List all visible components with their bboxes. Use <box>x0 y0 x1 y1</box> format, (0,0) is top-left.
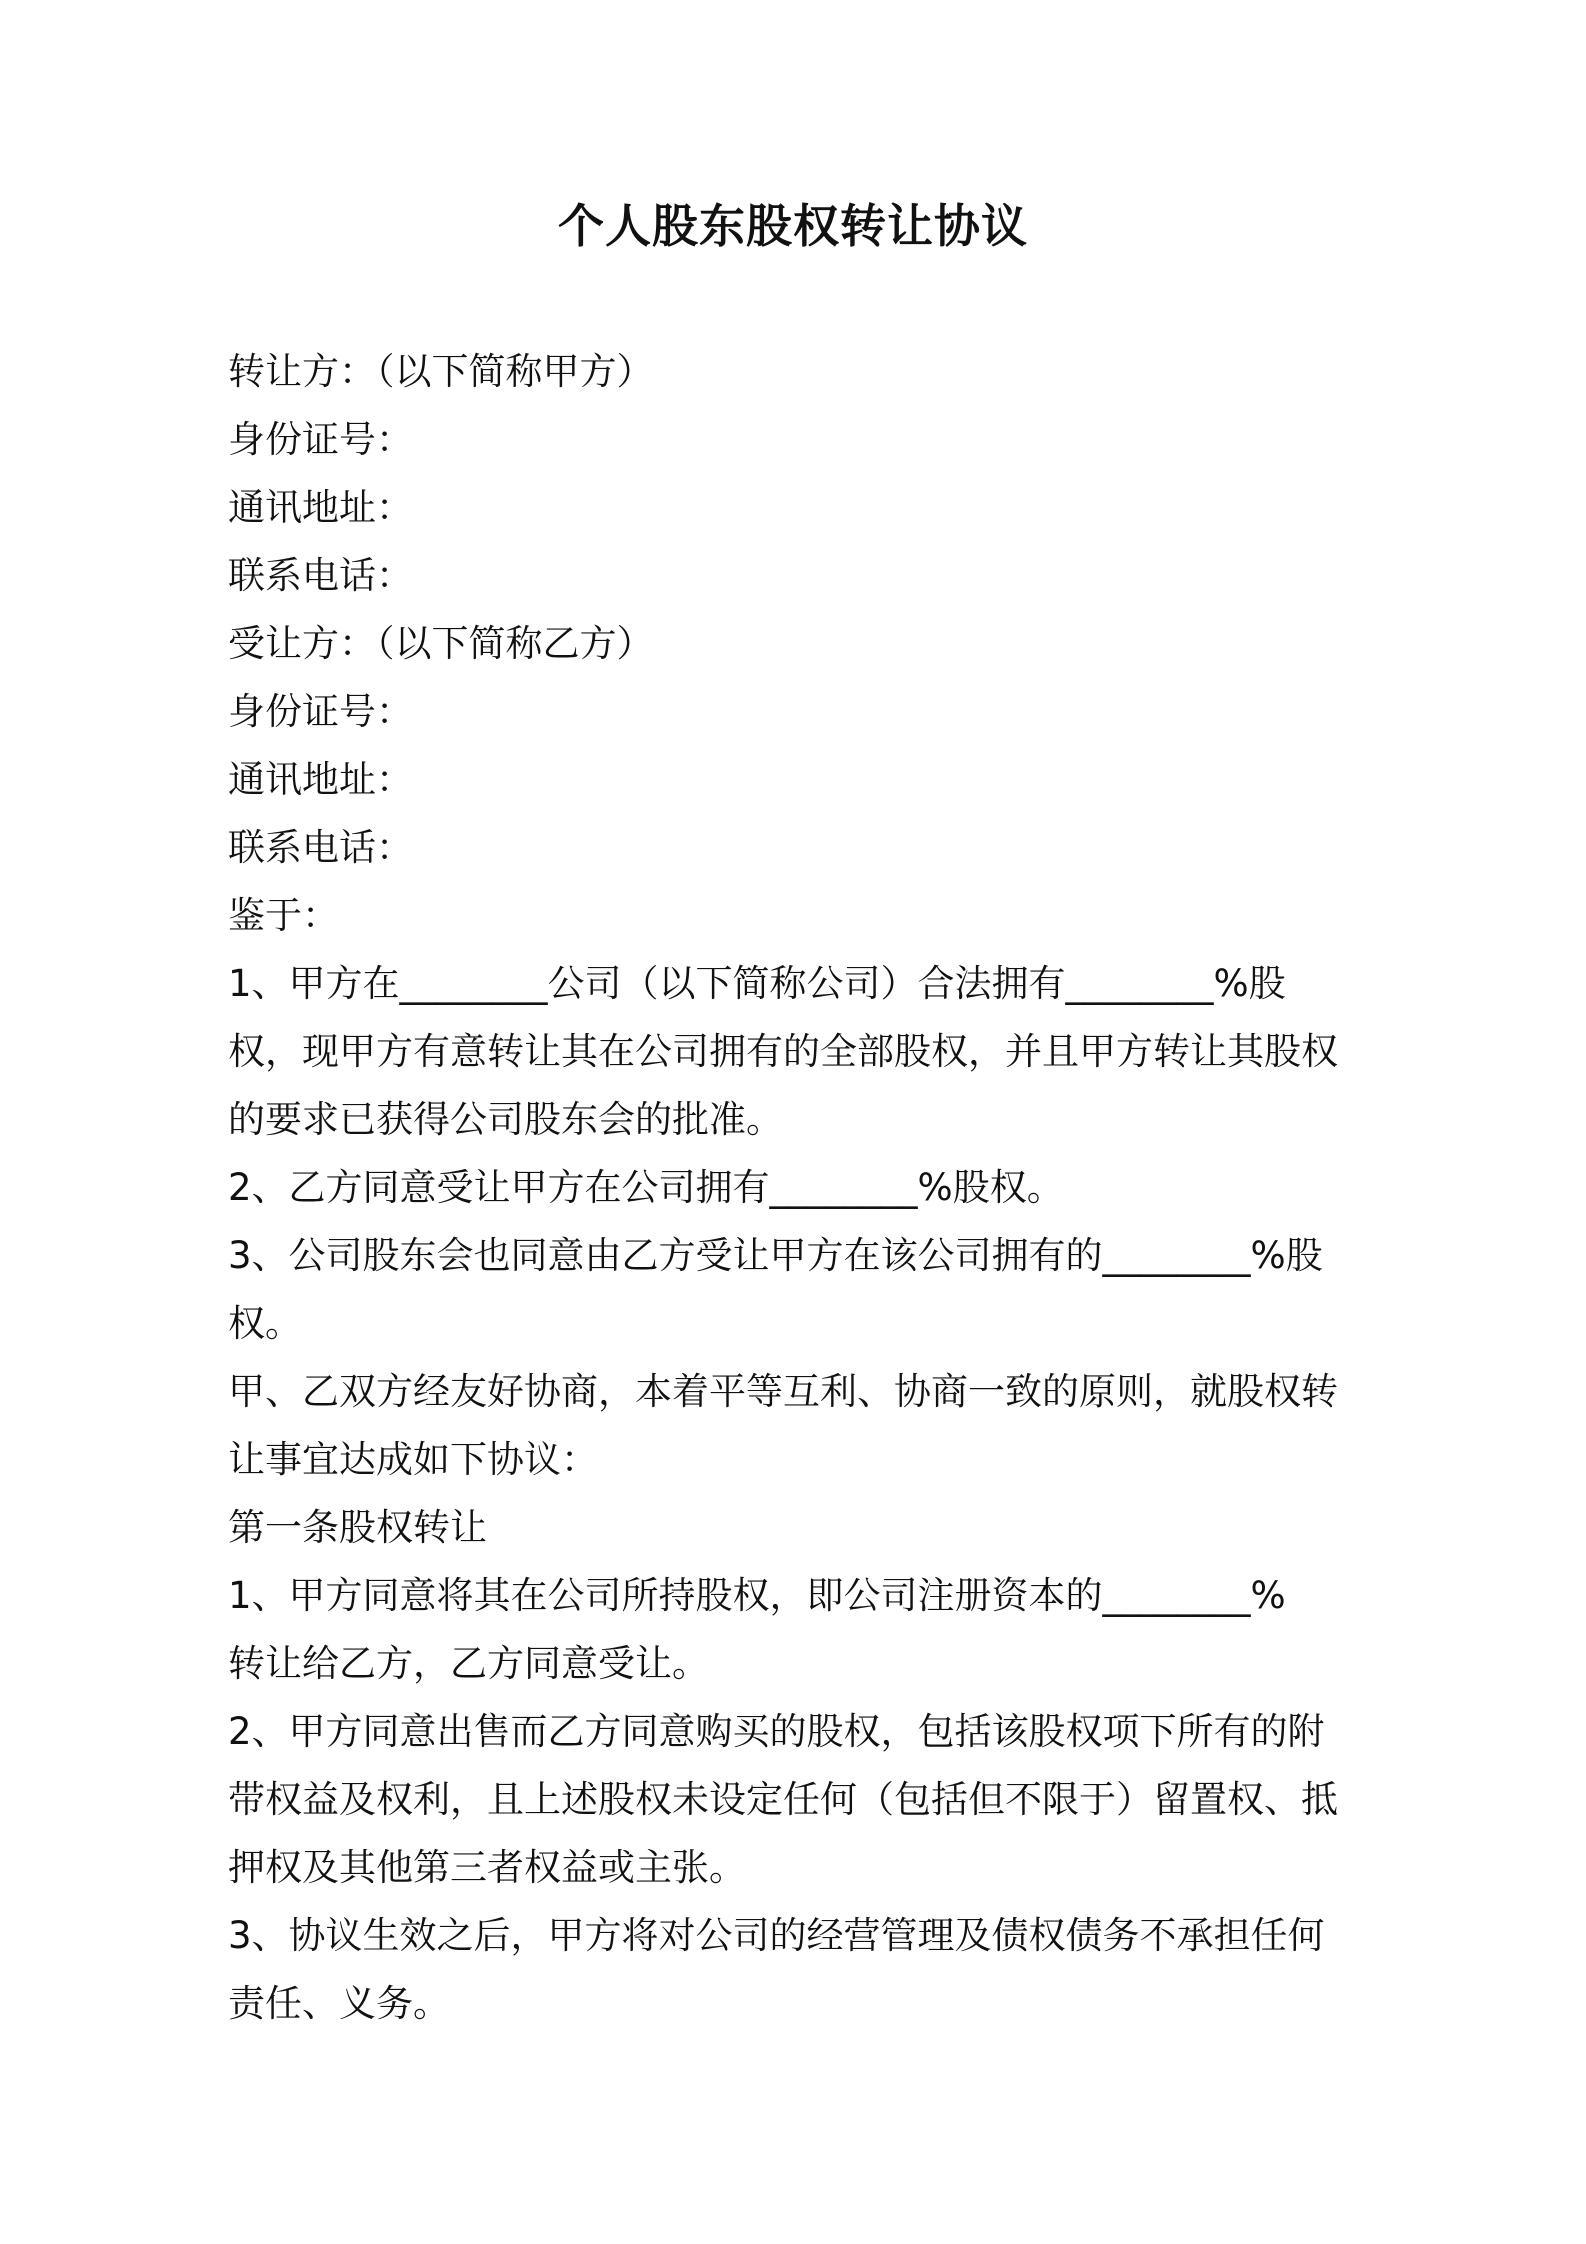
article-1-clause-3-line-2: 责任、义务。 <box>228 1982 450 2025</box>
whereas-item-3-line-2: 权。 <box>228 1302 302 1345</box>
article-1-clause-2-line-3: 押权及其他第三者权益或主张。 <box>228 1846 746 1889</box>
transferor-line: 转让方：（以下简称甲方） <box>228 350 654 393</box>
article-1-clause-3-line-1: 3、协议生效之后，甲方将对公司的经营管理及债权债务不承担任何 <box>228 1914 1325 1957</box>
article-1-clause-2-line-2: 带权益及权利，且上述股权未设定任何（包括但不限于）留置权、抵 <box>228 1778 1338 1821</box>
agreement-intro-line-1: 甲、乙双方经友好协商，本着平等互利、协商一致的原则，就股权转 <box>228 1370 1338 1413</box>
transferee-id-line: 身份证号： <box>228 690 413 733</box>
transferor-phone-line: 联系电话： <box>228 554 413 597</box>
transferee-address-line: 通讯地址： <box>228 758 413 801</box>
whereas-item-1-line-2: 权，现甲方有意转让其在公司拥有的全部股权，并且甲方转让其股权 <box>228 1030 1338 1073</box>
agreement-intro-line-2: 让事宜达成如下协议： <box>228 1438 598 1481</box>
whereas-item-2: 2、乙方同意受让甲方在公司拥有________%股权。 <box>228 1166 1064 1209</box>
whereas-item-1-line-3: 的要求已获得公司股东会的批准。 <box>228 1098 783 1141</box>
transferee-phone-line: 联系电话： <box>228 826 413 869</box>
document-body <box>228 338 1368 2038</box>
whereas-item-1-line-1: 1、甲方在________公司（以下简称公司）合法拥有________%股 <box>228 962 1286 1005</box>
transferee-line: 受让方：（以下简称乙方） <box>228 622 654 665</box>
article-1-clause-2-line-1: 2、甲方同意出售而乙方同意购买的股权，包括该股权项下所有的附 <box>228 1710 1325 1753</box>
article-1-clause-1-line-2: 转让给乙方，乙方同意受让。 <box>228 1642 709 1685</box>
whereas-item-3-line-1: 3、公司股东会也同意由乙方受让甲方在该公司拥有的________%股 <box>228 1234 1323 1277</box>
article-1-clause-1-line-1: 1、甲方同意将其在公司所持股权，即公司注册资本的________% <box>228 1574 1286 1617</box>
transferor-id-line: 身份证号： <box>228 418 413 461</box>
article-1-heading: 第一条股权转让 <box>228 1506 487 1549</box>
transferor-address-line: 通讯地址： <box>228 486 413 529</box>
whereas-heading: 鉴于： <box>228 894 339 937</box>
document-title: 个人股东股权转让协议 <box>558 199 1028 253</box>
